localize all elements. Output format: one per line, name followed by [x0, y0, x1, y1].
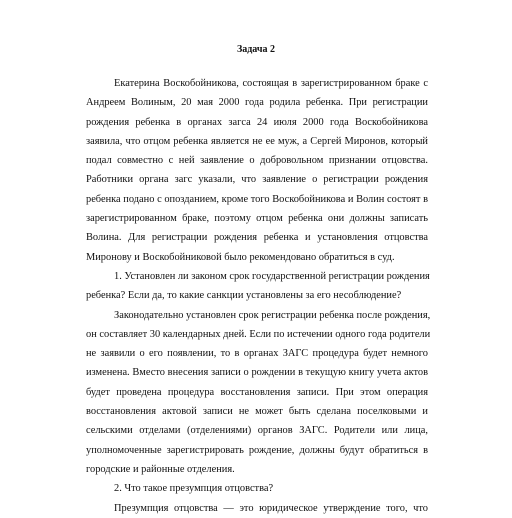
- text-line: подал совместно с ней заявление о добровольном признании отцовства.: [86, 155, 428, 167]
- text-line: Екатерина Воскобойникова, состоящая в зарегистрированном браке с: [114, 78, 428, 89]
- document-body: [86, 74, 431, 518]
- text-line: изменена. Вместо внесения записи о рождении в текущую книгу учета актов: [86, 367, 428, 379]
- text-line: Миронову и Воскобойниковой было рекомендовано обратиться в суд.: [86, 251, 395, 263]
- text-line: рождения ребенка в органах загса 24 июля 2000 года Воскобойникова: [86, 116, 428, 128]
- text-line: зарегистрированном браке, поэтому отцом ребенка они должны записать: [86, 213, 428, 225]
- text-line: Андреем Волиным, 20 мая 2000 года родила ребенка. При регистрации: [86, 97, 428, 109]
- question-line: ребенка? Если да, то какие санкции установлены за его несоблюдение?: [86, 290, 402, 302]
- text-line: Волина. Для регистрации рождения ребенка и установления отцовства: [86, 232, 428, 244]
- text-line: заявила, что отцом ребенка является не ее муж, а Сергей Миронов, который: [86, 135, 428, 147]
- document-title: Задача 2: [236, 44, 276, 55]
- text-line: сельскими отделами (отделениями) органов ЗАГС. Родители или лица,: [86, 425, 428, 437]
- text-line: он составляет 30 календарных дней. Если по истечении одного года родители: [86, 328, 431, 340]
- text-line: Работники органа загс указали, что заявление о регистрации рождения: [86, 174, 428, 186]
- text-line: уполномоченные зарегистрировать рождение, должны будут обратиться в: [86, 444, 428, 456]
- question-line: 2. Что такое презумпция отцовства?: [114, 483, 274, 495]
- question-line: 1. Установлен ли законом срок государственной регистрации рождения: [114, 270, 430, 282]
- text-line: не заявили о его появлении, то в органах ЗАГС процедура будет немного: [86, 348, 428, 360]
- text-line: Законодательно установлен срок регистрации ребенка после рождения,: [114, 309, 431, 321]
- text-line: восстановления актовой записи не может быть сделана поселковыми и: [86, 406, 428, 418]
- text-line: Презумпция отцовства — это юридическое утверждение того, что: [114, 502, 428, 514]
- text-line: ребенка подано с опозданием, кроме того Воскобойникова и Волин состоят в: [86, 193, 428, 205]
- text-line: городские и районные отделения.: [86, 463, 235, 475]
- text-line: будет проведена процедура восстановления записи. При этом операция: [86, 386, 428, 398]
